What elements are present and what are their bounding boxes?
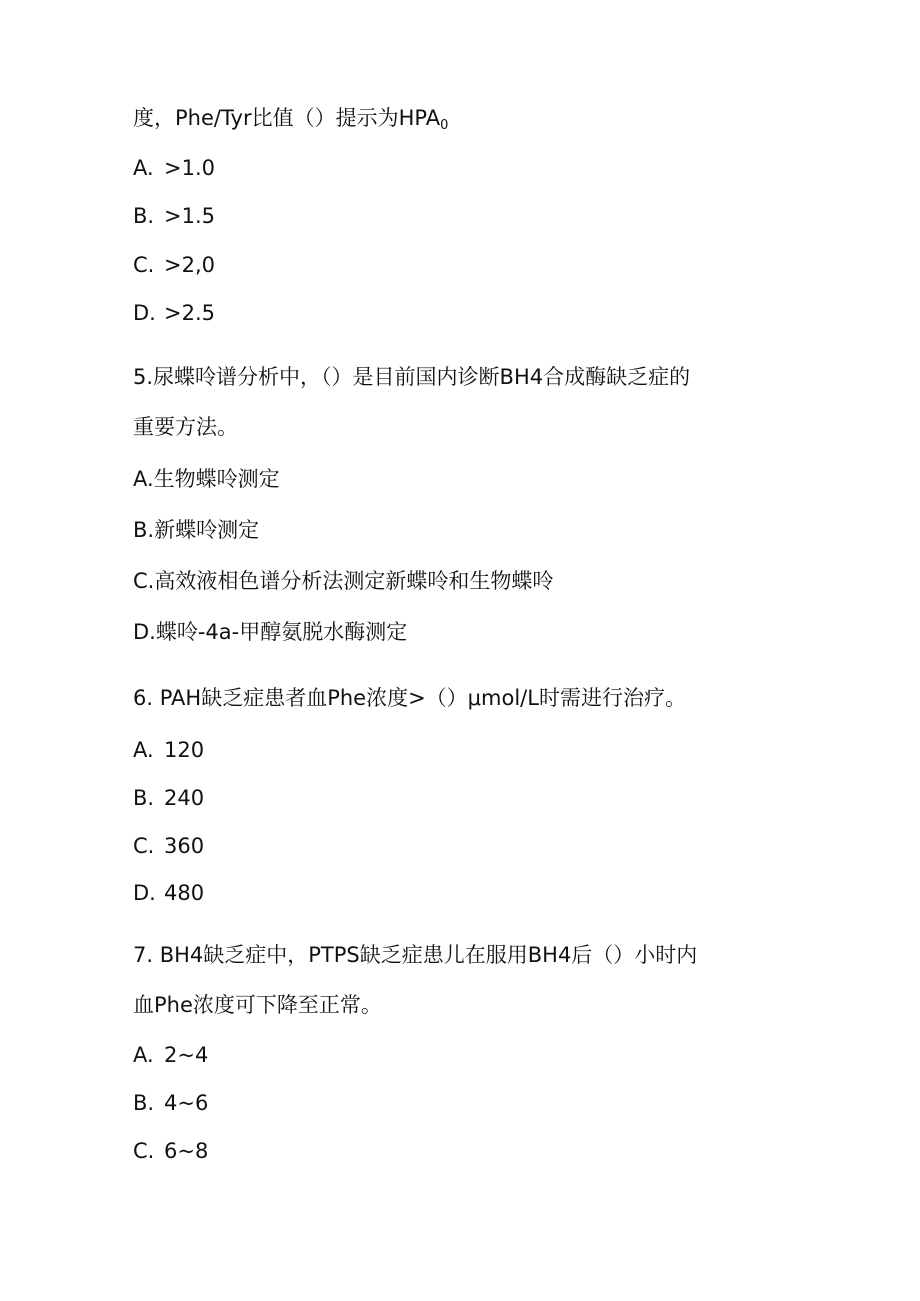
q5-option-a: A.生物蝶呤测定 <box>133 467 280 491</box>
q5-option-d: D.蝶呤-4a-甲醇氨脱水酶测定 <box>133 620 408 644</box>
q7-stem-line2: 血Phe浓度可下降至正常。 <box>133 993 382 1017</box>
q4-option-d: D. >2.5 <box>133 301 215 325</box>
q6-option-c: C. 360 <box>133 834 205 858</box>
q7-option-b: B. 4~6 <box>133 1091 209 1115</box>
q7-option-a: A. 2~4 <box>133 1043 209 1067</box>
q7-stem-line1: 7. BH4缺乏症中，PTPS缺乏症患儿在服用BH4后（）小时内 <box>133 943 698 967</box>
q6-option-b: B. 240 <box>133 786 205 810</box>
q6-stem: 6. PAH缺乏症患者血Phe浓度>（）μmol/L时需进行治疗。 <box>133 686 686 710</box>
q6-option-a: A. 120 <box>133 738 205 762</box>
q5-stem-line2: 重要方法。 <box>133 415 238 439</box>
q4-option-c: C. >2,0 <box>133 253 215 277</box>
q4-option-b: B. >1.5 <box>133 204 215 228</box>
q5-stem-line1: 5.尿蝶呤谱分析中，（）是目前国内诊断BH4合成酶缺乏症的 <box>133 365 691 389</box>
q5-option-b: B.新蝶呤测定 <box>133 518 260 542</box>
q5-option-c: C.高效液相色谱分析法测定新蝶呤和生物蝶呤 <box>133 569 554 593</box>
q6-option-d: D. 480 <box>133 881 205 905</box>
q4-stem-end: 度，Phe/Tyr比值（）提示为$HPA_0$ <box>133 106 449 133</box>
q4-option-a: A. >1.0 <box>133 156 215 180</box>
q4-stem-subscript: 0 <box>440 118 449 133</box>
q7-option-c: C. 6~8 <box>133 1139 209 1163</box>
